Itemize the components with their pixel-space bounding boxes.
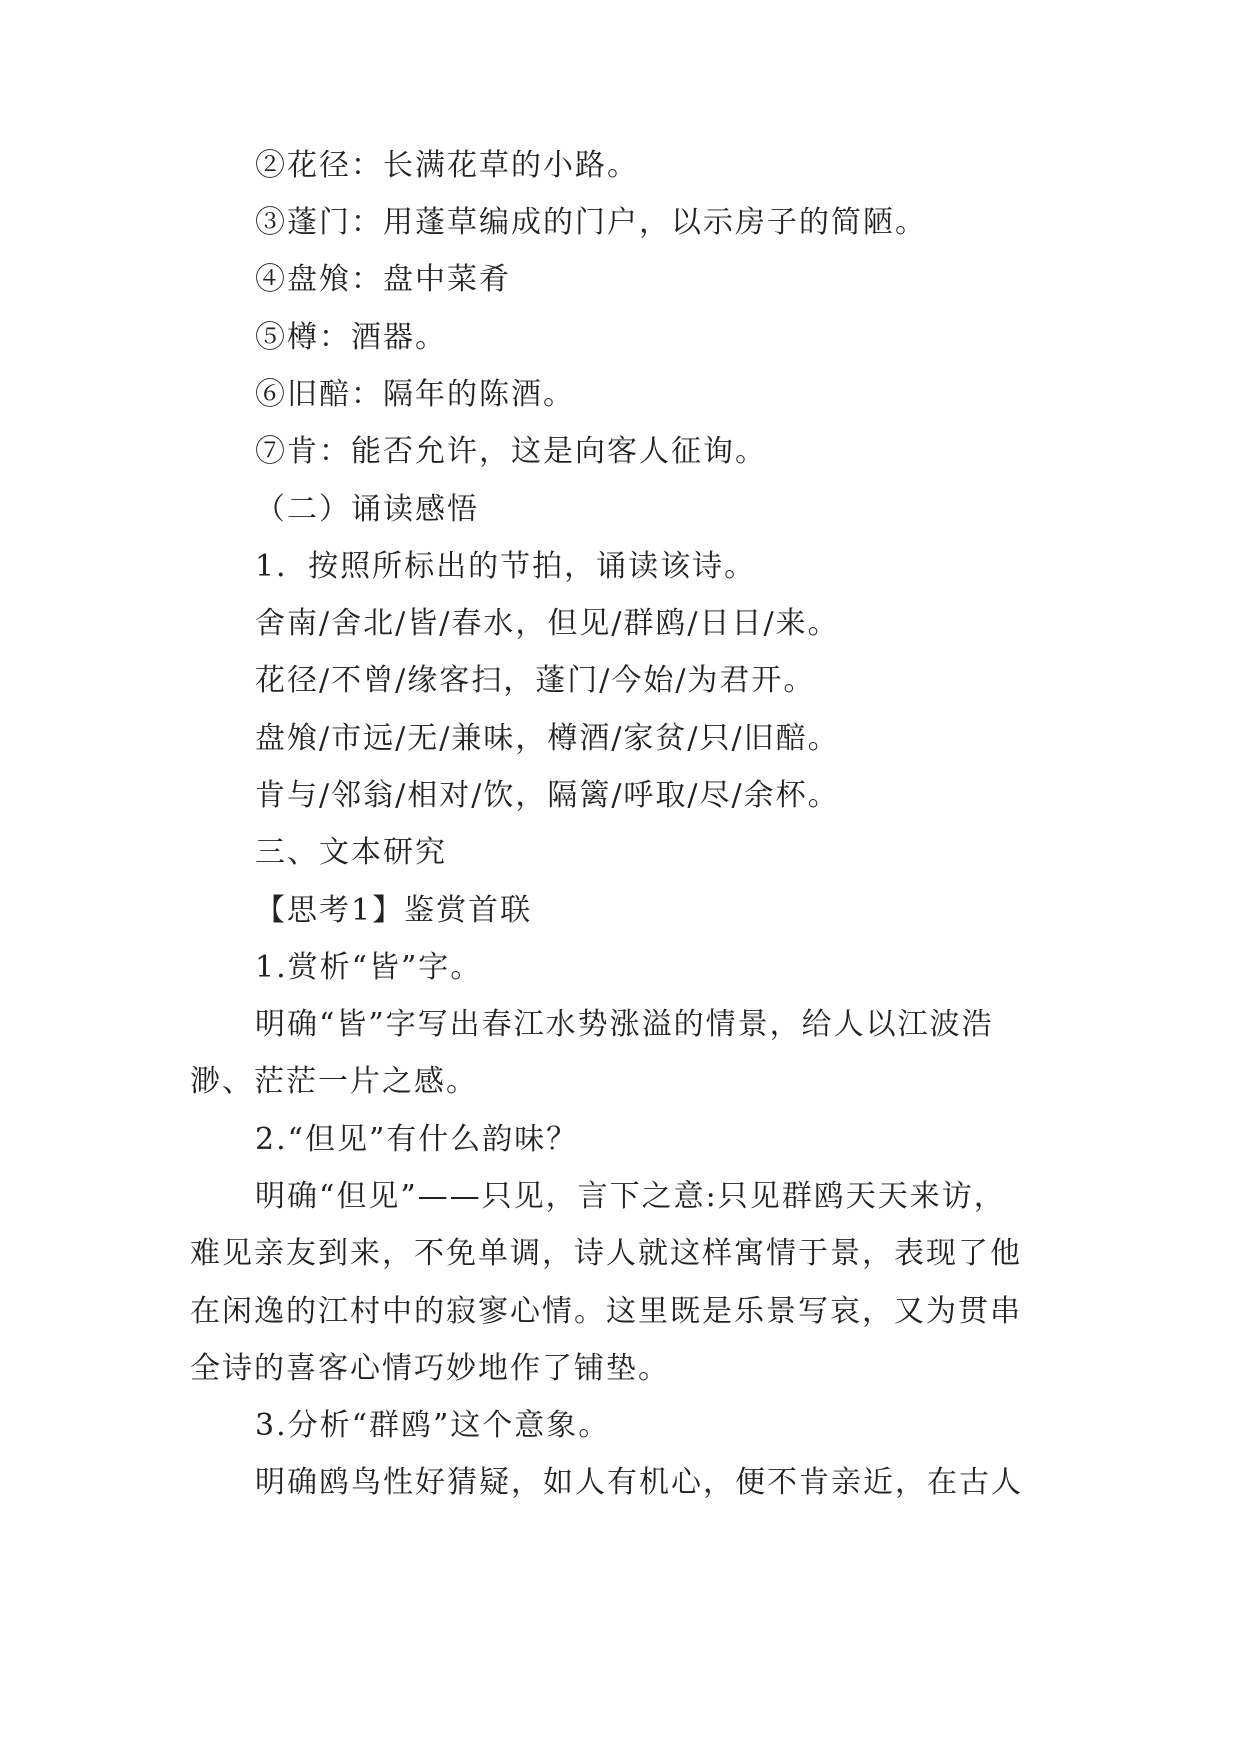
annotation-3: ③蓬门：用蓬草编成的门户，以示房子的简陋。 [255, 205, 927, 240]
answer-2-line-3: 在闲逸的江村中的寂寥心情。这里既是乐景写哀，又为贯串 [190, 1294, 1022, 1329]
question-3: 3.分析“群鸥”这个意象。 [255, 1408, 611, 1443]
answer-1-line-1: 明确“皆”字写出春江水势涨溢的情景，给人以江波浩 [255, 1007, 994, 1042]
answer-3-line-1: 明确鸥鸟性好猜疑，如人有机心，便不肯亲近，在古人 [255, 1465, 1023, 1500]
instruction-line: 1．按照所标出的节拍，诵读该诗。 [255, 549, 757, 584]
question-2: 2.“但见”有什么韵味？ [255, 1122, 579, 1157]
poem-line-3: 盘飧/市远/无/兼味，樽酒/家贫/只/旧醅。 [255, 721, 840, 756]
annotation-6: ⑥旧醅：隔年的陈酒。 [255, 377, 575, 412]
answer-2-line-2: 难见亲友到来，不免单调，诗人就这样寓情于景，表现了他 [190, 1236, 1022, 1271]
annotation-2: ②花径：长满花草的小路。 [255, 148, 639, 183]
annotation-5: ⑤樽：酒器。 [255, 320, 447, 355]
think-heading: 【思考1】鉴赏首联 [255, 893, 533, 928]
annotation-7: ⑦肯：能否允许，这是向客人征询。 [255, 434, 767, 469]
answer-2-line-4: 全诗的喜客心情巧妙地作了铺垫。 [190, 1351, 670, 1386]
question-1: 1.赏析“皆”字。 [255, 950, 483, 985]
section-heading-3: 三、文本研究 [255, 835, 447, 870]
answer-2-line-1: 明确“但见”——只见，言下之意:只见群鸥天天来访， [255, 1179, 1006, 1214]
section-heading: （二）诵读感悟 [255, 492, 479, 527]
annotation-4: ④盘飧：盘中菜肴 [255, 262, 511, 297]
answer-1-line-2: 渺、茫茫一片之感。 [190, 1064, 478, 1099]
poem-line-1: 舍南/舍北/皆/春水，但见/群鸥/日日/来。 [255, 606, 840, 641]
poem-line-2: 花径/不曾/缘客扫，蓬门/今始/为君开。 [255, 663, 816, 698]
poem-line-4: 肯与/邻翁/相对/饮，隔篱/呼取/尽/余杯。 [255, 778, 840, 813]
